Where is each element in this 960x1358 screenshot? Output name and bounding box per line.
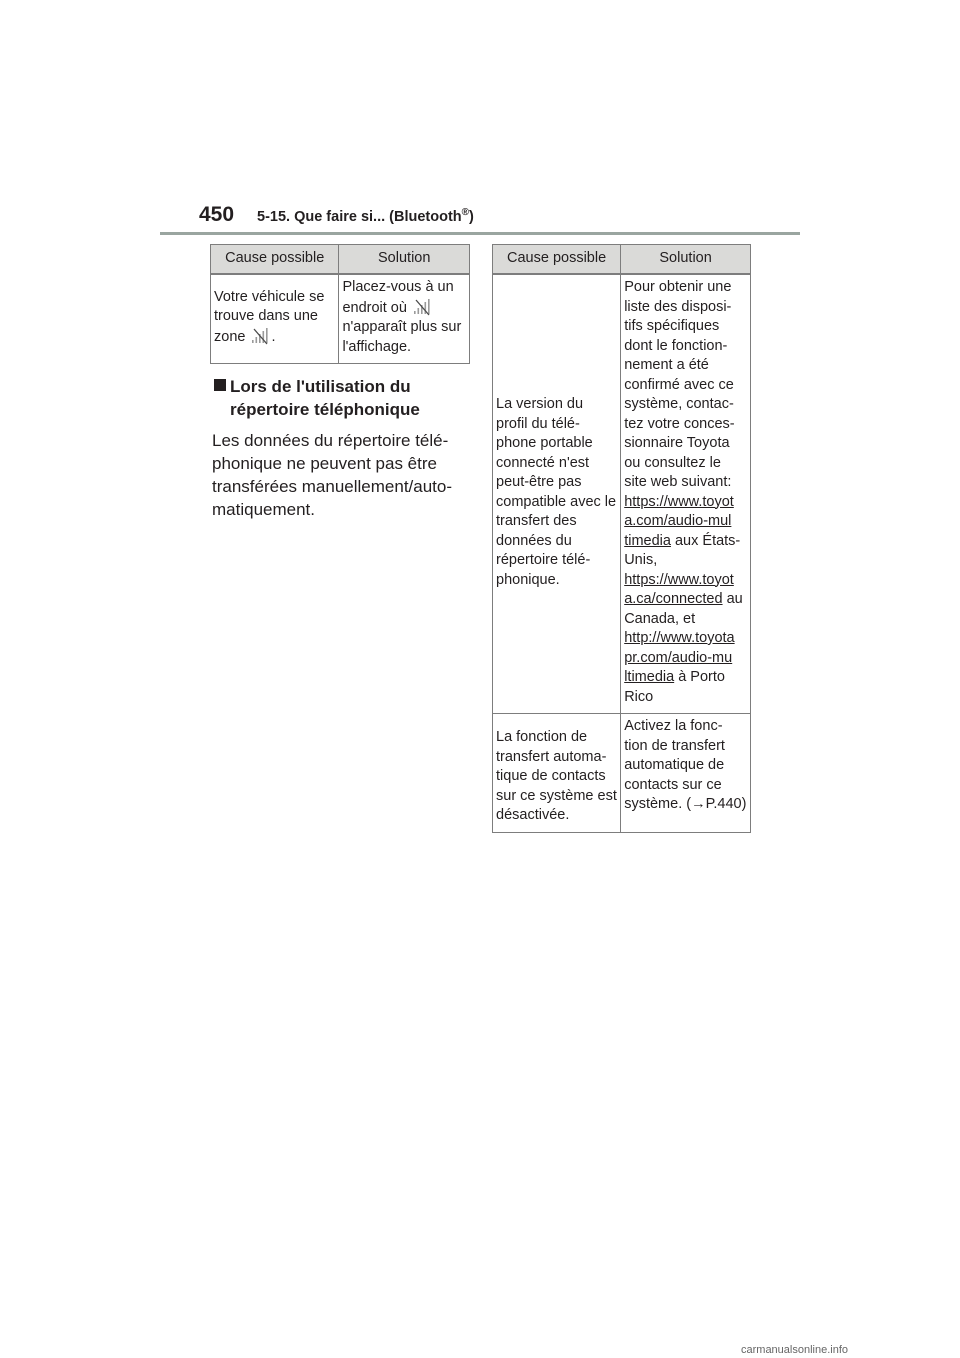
link-toyota-canada[interactable]: https://www.toyot a.ca/connected	[624, 571, 734, 607]
page-number: 450	[199, 203, 235, 226]
bullet-square-icon	[214, 379, 226, 391]
page-reference: (→P.440)	[686, 796, 747, 812]
link-toyota-us[interactable]: https://www.toyot a.com/audio-mul timedia	[624, 493, 734, 549]
no-signal-icon	[413, 298, 431, 316]
registered-mark: ®	[461, 207, 470, 218]
cause-cell: Votre véhicule se trouve dans une zone .	[211, 274, 339, 364]
watermark: carmanualsonline.info	[741, 1344, 849, 1356]
link-toyota-puerto-rico[interactable]: http://www.toyota pr.com/audio-mu ltimedia	[624, 630, 735, 685]
solution-cell: Activez la fonc- tion de transfert automatique de contacts sur ce système. (→P.440)	[621, 714, 751, 833]
section-title: 5-15. Que faire si... (Bluetooth®)	[257, 207, 474, 225]
col-header-solution: Solution	[339, 245, 470, 275]
col-header-solution: Solution	[621, 245, 751, 275]
no-signal-icon	[251, 327, 269, 345]
col-header-cause: Cause possible	[493, 245, 621, 275]
col-header-cause: Cause possible	[211, 245, 339, 275]
cause-cell: La fonction de transfert automa- tique de contacts sur ce système est désactivée.	[493, 714, 621, 833]
cause-cell: La version du profil du télé- phone portable connecté n'est peut-être pas compatible avec le transfert des données du répertoire télé- phonique.	[493, 274, 621, 714]
section-body: Les données du répertoire télé- phonique ne peuvent pas être transférées manuellement/auto- matiquement.	[212, 431, 453, 519]
cause-solution-table-right	[492, 244, 751, 833]
header-rule	[160, 232, 800, 235]
solution-cell: Placez-vous à un endroit où n'apparaît plus sur l'affichage.	[339, 274, 470, 364]
cause-solution-table-left	[210, 244, 470, 364]
solution-cell: Pour obtenir une liste des disposi- tifs spécifiques dont le fonction- nement a été confirmé avec ce système, contac- tez votre conces- sionnaire Toyota ou consultez le site web suivant: https://www.toyot a.com/audio-mul timedia aux États-Unis, https://www.toyot a.ca/connected au Canada, et http://www.toyota pr.com/audio-mu ltimedia à Porto Rico	[621, 274, 751, 714]
section-heading: Lors de l'utilisation du répertoire téléphonique	[214, 375, 420, 421]
